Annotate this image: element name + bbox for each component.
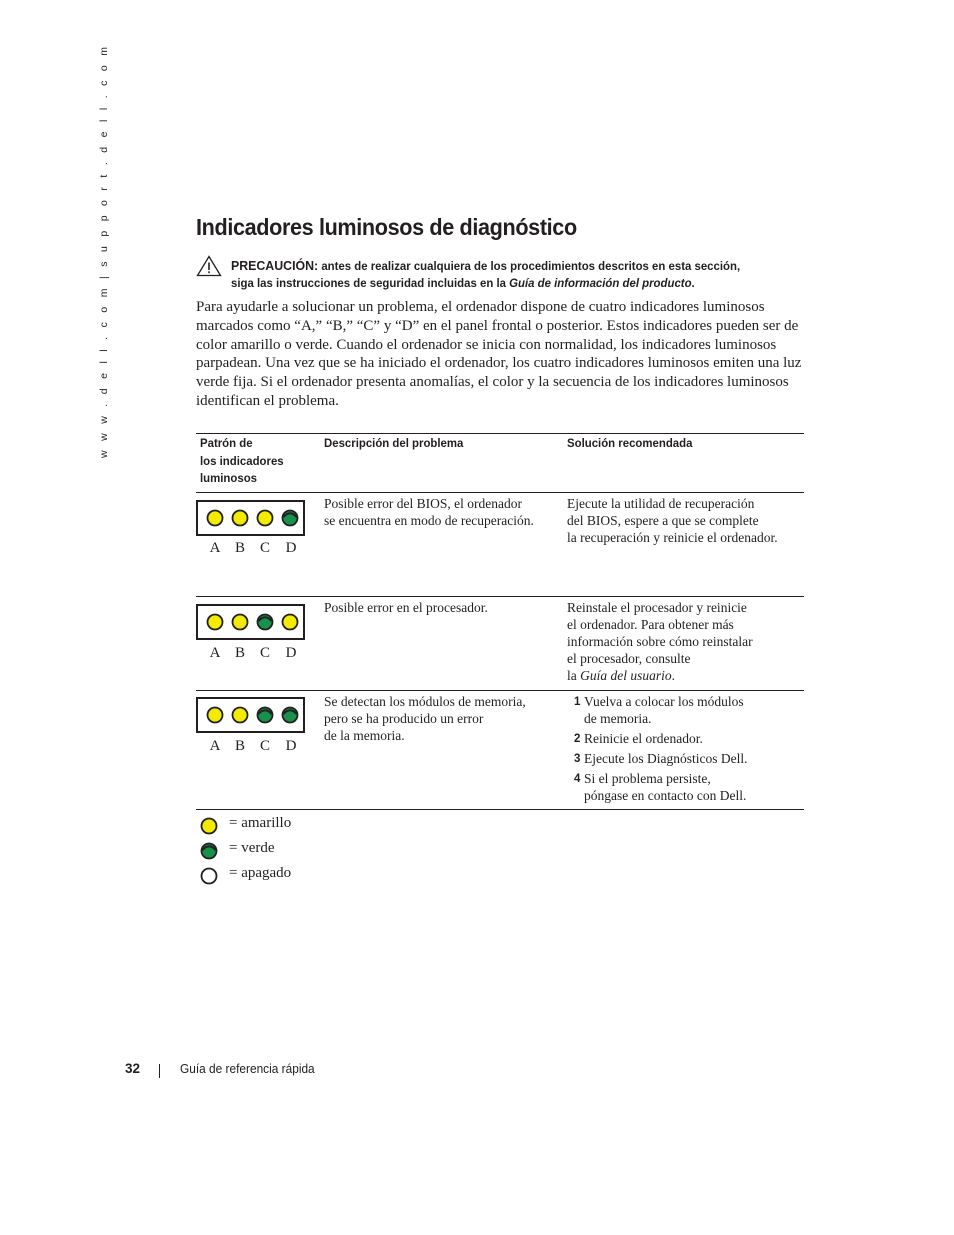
- led-letter-d: D: [285, 645, 297, 661]
- led-letter-b: B: [234, 738, 245, 754]
- step-text-line1: Vuelva a colocar los módulos: [584, 694, 744, 709]
- solution-step: [567, 730, 804, 747]
- header-pattern-line1: Patrón de: [200, 436, 253, 450]
- header-pattern: [200, 435, 305, 488]
- step-text-line1: Reinicie el ordenador.: [584, 731, 703, 746]
- off-led-swatch: [202, 869, 217, 884]
- led-letter-a: A: [209, 738, 221, 754]
- row2-solution-period: .: [671, 668, 676, 683]
- led-panel: [196, 697, 305, 733]
- led-letter-a: A: [209, 645, 221, 661]
- led-panel-lights: [198, 502, 303, 534]
- led-panel: [196, 604, 305, 640]
- yellow-led-d: [283, 615, 298, 630]
- row3-description-line3: de la memoria.: [324, 728, 405, 743]
- row1-solution-line1: Ejecute la utilidad de recuperación: [567, 496, 755, 511]
- off-led-icon: [199, 866, 219, 886]
- page-title: Indicadores luminosos de diagnóstico: [196, 214, 577, 240]
- step-text-line1: Si el problema persiste,: [584, 771, 711, 786]
- caution-text-line2: siga las instrucciones de seguridad incluidas en la: [231, 276, 510, 290]
- led-letter-c: C: [259, 645, 270, 661]
- solution-step: [567, 770, 804, 804]
- row1-description-line1: Posible error del BIOS, el ordenador: [324, 496, 522, 511]
- row-description: [324, 693, 564, 744]
- led-panel: [196, 500, 305, 536]
- row2-solution-line2: el ordenador. Para obtener más: [567, 617, 734, 632]
- step-number: 1: [574, 696, 581, 708]
- row2-description-line1: Posible error en el procesador.: [324, 600, 488, 615]
- row-solution: [567, 693, 804, 807]
- header-description: Descripción del problema: [324, 436, 464, 450]
- footer-document-title: Guía de referencia rápida: [180, 1062, 315, 1076]
- yellow-led-b: [233, 511, 248, 526]
- user-guide-reference: Guía del usuario: [580, 668, 672, 683]
- caution-period: .: [691, 276, 695, 290]
- header-solution: Solución recomendada: [567, 436, 693, 450]
- row3-description-line1: Se detectan los módulos de memoria,: [324, 694, 526, 709]
- yellow-led-a: [208, 511, 223, 526]
- legend-label-green: = verde: [229, 840, 275, 856]
- caution-text-line1: antes de realizar cualquiera de los procedimientos descritos en esta sección,: [321, 259, 741, 273]
- row2-solution-line4: el procesador, consulte: [567, 651, 691, 666]
- row2-solution-line5-prefix: la: [567, 668, 581, 683]
- product-info-guide-link: Guía de información del producto: [509, 276, 692, 290]
- row-divider: [196, 596, 804, 597]
- led-letter-a: A: [209, 540, 221, 556]
- yellow-led-a: [208, 615, 223, 630]
- led-letter-d: D: [285, 738, 297, 754]
- footer-separator: [159, 1064, 160, 1078]
- solution-steps: [567, 693, 804, 804]
- yellow-led-b: [233, 615, 248, 630]
- led-panel-lights: [198, 606, 303, 638]
- header-pattern-line3: luminosos: [200, 471, 258, 485]
- led-letter-b: B: [234, 540, 245, 556]
- yellow-led-swatch: [202, 819, 217, 834]
- row-divider: [196, 690, 804, 691]
- yellow-led-c: [258, 511, 273, 526]
- caution-label: PRECAUCIÓN:: [231, 258, 319, 273]
- legend-label-off: = apagado: [229, 865, 292, 881]
- table-top-rule: [196, 433, 804, 434]
- row-solution: [567, 495, 804, 546]
- row-solution: [567, 599, 804, 684]
- step-text-line1: Ejecute los Diagnósticos Dell.: [584, 751, 748, 766]
- green-led-icon: [199, 841, 219, 861]
- led-letter-c: C: [259, 540, 270, 556]
- step-number: 4: [574, 773, 581, 785]
- header-pattern-line2: los indicadores: [200, 453, 284, 468]
- led-panel-lights: [198, 699, 303, 731]
- header-bottom-rule: [196, 492, 804, 493]
- led-letter-d: D: [285, 540, 297, 556]
- yellow-led-b: [233, 708, 248, 723]
- row-description: [324, 599, 564, 616]
- intro-paragraph: Para ayudarle a solucionar un problema, el ordenador dispone de cuatro indicadores luminosos marcados como “A,” “B,” “C” y “D” en el panel frontal o posterior. Estos indicadores pueden ser de color amarillo o verde. Cuando el ordenador se inicia con normalidad, los indicadores luminosos parpadean. Una vez que se ha iniciado el ordenador, los cuatro indicadores luminosos emiten una luz verde fija. Si el ordenador presenta anomalías, el color y la secuencia de los indicadores luminosos identifican el problema.: [196, 299, 802, 409]
- step-number: 3: [574, 753, 581, 765]
- legend-label-yellow: = amarillo: [229, 815, 292, 831]
- solution-step: [567, 693, 804, 727]
- row1-description-line2: se encuentra en modo de recuperación.: [324, 513, 534, 528]
- page-number: 32: [125, 1061, 141, 1076]
- row1-solution-line2: del BIOS, espere a que se complete: [567, 513, 759, 528]
- led-letter-c: C: [259, 738, 270, 754]
- row2-solution-line3: información sobre cómo reinstalar: [567, 634, 753, 649]
- row1-solution-line3: la recuperación y reinicie el ordenador.: [567, 530, 778, 545]
- yellow-led-icon: [199, 816, 219, 836]
- warning-triangle-icon: [196, 255, 222, 277]
- step-text-line2: póngase en contacto con Dell.: [584, 788, 747, 803]
- row2-solution-line1: Reinstale el procesador y reinicie: [567, 600, 747, 615]
- side-url: w w w . d e l l . c o m | s u p p o r t . d e l l . c o m: [98, 43, 110, 458]
- led-letter-b: B: [234, 645, 245, 661]
- step-text-line2: de memoria.: [584, 711, 652, 726]
- solution-step: [567, 750, 804, 767]
- row3-description-line2: pero se ha producido un error: [324, 711, 484, 726]
- legend-item-off: [199, 864, 349, 886]
- yellow-led-a: [208, 708, 223, 723]
- step-number: 2: [574, 733, 581, 745]
- legend-item-green: [199, 839, 349, 861]
- legend-item-yellow: [199, 814, 349, 836]
- row-description: [324, 495, 564, 529]
- table-bottom-rule: [196, 809, 804, 810]
